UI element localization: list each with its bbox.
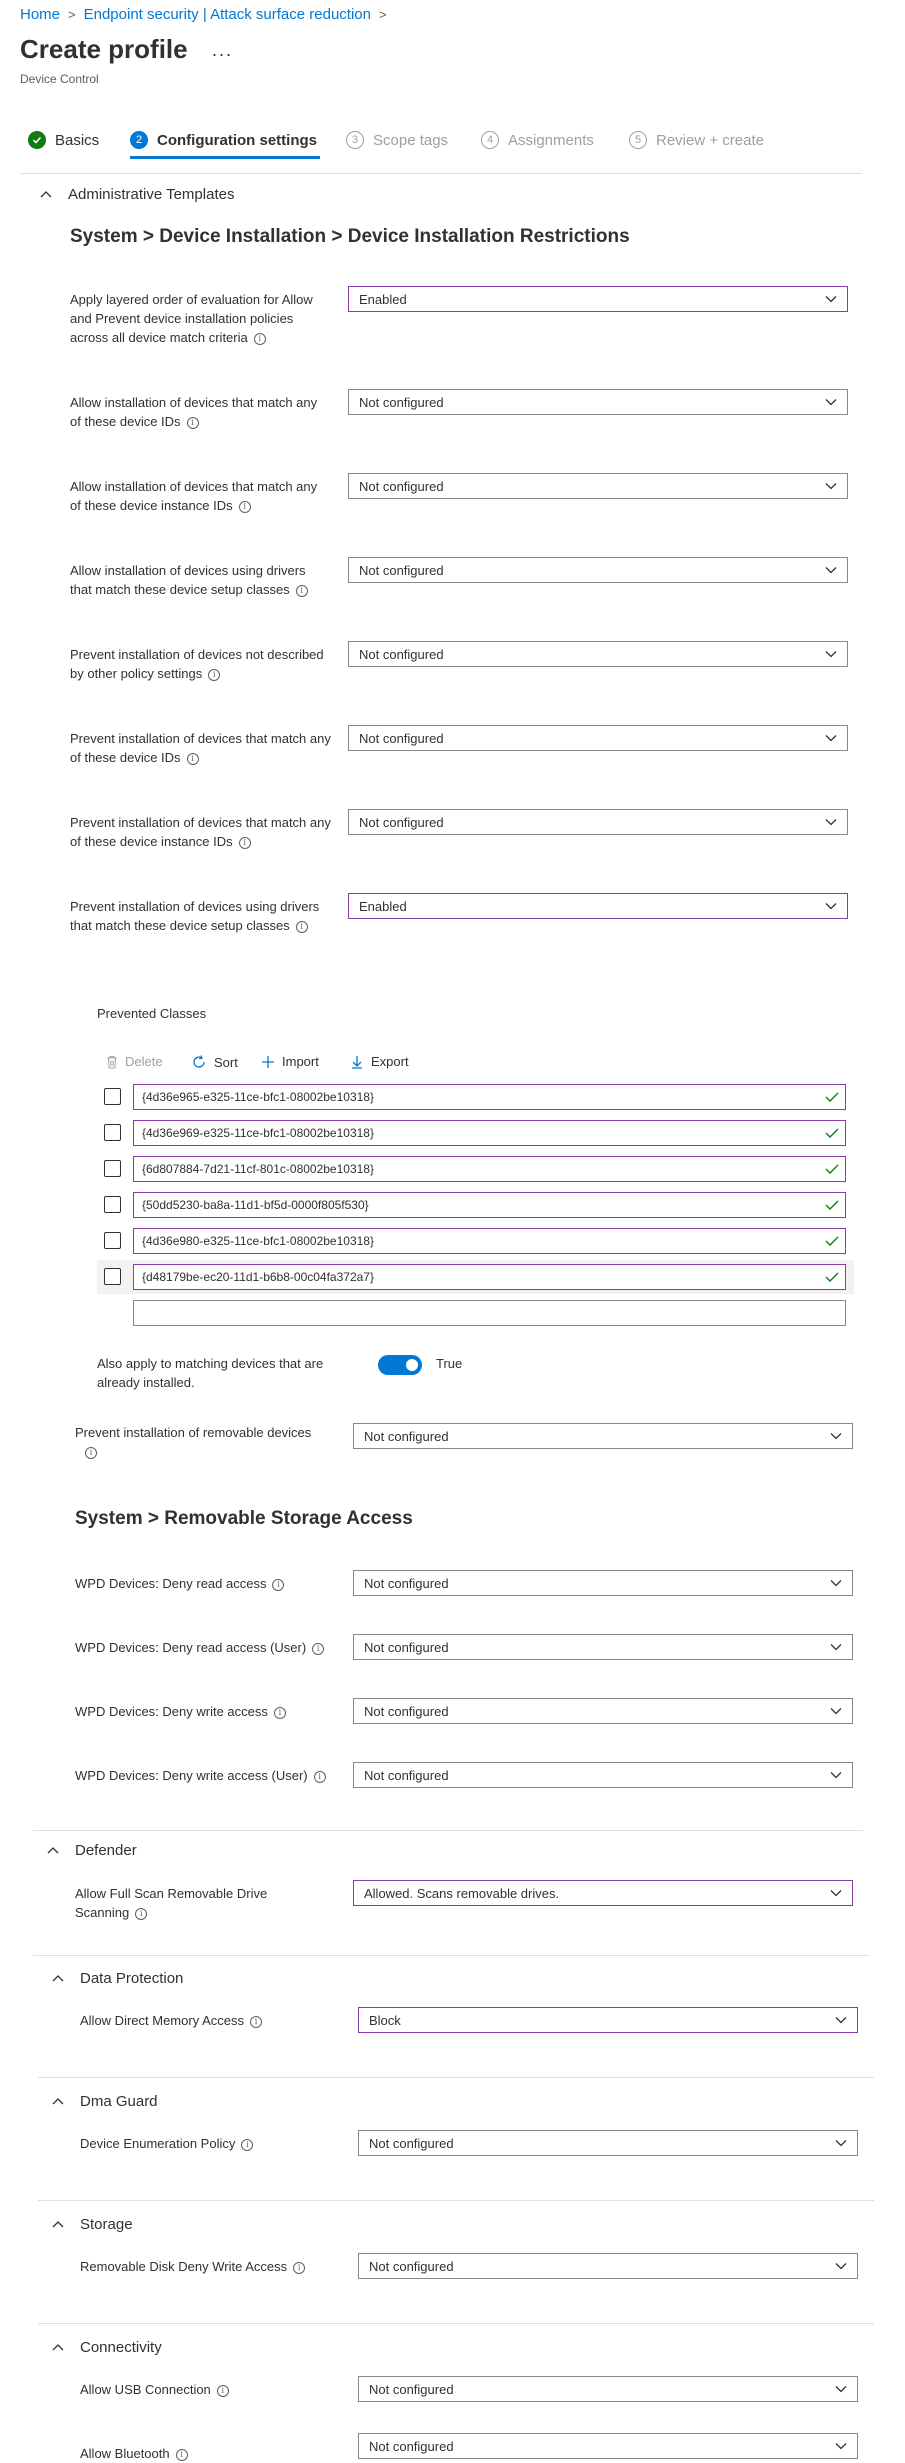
info-icon[interactable]: i [239,501,251,513]
setting-dropdown[interactable]: Not configured [358,2433,858,2459]
setting-label: Device Enumeration Policy i [80,2134,253,2153]
class-guid-input[interactable]: {4d36e969-e325-11ce-bfc1-08002be10318} [133,1120,846,1146]
row-checkbox[interactable] [104,1160,121,1177]
section-defender[interactable] [47,1842,137,1859]
info-icon[interactable]: i [254,333,266,345]
info-icon[interactable]: i [312,1643,324,1655]
section-title: Storage [80,2216,133,2233]
step-number: 2 [130,131,148,149]
class-guid-input[interactable]: {50dd5230-ba8a-11d1-bf5d-0000f805f530} [133,1192,846,1218]
setting-dropdown[interactable]: Not configured [358,2130,858,2156]
info-icon[interactable]: i [135,1908,147,1920]
section-administrative-templates[interactable] [40,186,234,203]
section-dma-guard[interactable] [52,2093,158,2110]
setting-label: Allow installation of devices using drivers that match these device setup classes i [70,561,330,599]
chevron-down-icon [825,902,837,910]
refresh-icon [191,1054,207,1070]
setting-dropdown[interactable]: Not configured [348,473,848,499]
check-icon [825,1164,839,1174]
section-title: Dma Guard [80,2093,158,2110]
chevron-up-icon [40,190,50,200]
setting-dropdown[interactable]: Not configured [353,1570,853,1596]
step-scope-tags[interactable] [346,131,448,149]
step-label: Basics [55,131,100,149]
info-icon[interactable]: i [274,1707,286,1719]
prevented-classes-title: Prevented Classes [97,1006,207,1021]
section-title: Connectivity [80,2339,162,2356]
info-icon[interactable]: i [187,753,199,765]
row-checkbox[interactable] [104,1196,121,1213]
step-number: 5 [629,131,647,149]
info-icon[interactable]: i [208,669,220,681]
step-label: Scope tags [373,131,449,149]
setting-dropdown[interactable]: Not configured [358,2376,858,2402]
setting-dropdown[interactable]: Not configured [353,1762,853,1788]
step-configuration-settings[interactable] [130,131,317,149]
class-guid-input[interactable]: {6d807884-7d21-11cf-801c-08002be10318} [133,1156,846,1182]
setting-label: WPD Devices: Deny write access (User) i [75,1766,326,1785]
list-item [97,1227,851,1255]
chevron-down-icon [835,2385,847,2393]
step-review-create[interactable] [629,131,764,149]
step-assignments[interactable] [481,131,594,149]
info-icon[interactable]: i [241,2139,253,2151]
list-item [97,1260,854,1294]
chevron-down-icon [835,2442,847,2450]
info-icon[interactable]: i [217,2385,229,2397]
setting-label: Allow Full Scan Removable Drive Scanning i [75,1886,268,1920]
breadcrumb-home[interactable]: Home [20,6,61,23]
divider [33,1830,863,1831]
chevron-down-icon [825,650,837,658]
setting-dropdown[interactable]: Not configured [348,557,848,583]
info-icon[interactable]: i [296,921,308,933]
also-apply-label: Also apply to matching devices that are already installed. [97,1356,324,1390]
chevron-up-icon [47,1846,57,1856]
setting-label: Allow Bluetooth i [80,2444,188,2463]
section-storage[interactable] [52,2216,133,2233]
trash-icon [106,1055,118,1069]
check-icon [825,1128,839,1138]
list-item [97,1083,851,1111]
chevron-down-icon [835,2262,847,2270]
row-checkbox[interactable] [104,1124,121,1141]
download-icon [350,1055,364,1069]
row-checkbox[interactable] [104,1268,121,1285]
chevron-down-icon [825,398,837,406]
install-restrictions-heading: System > Device Installation > Device Installation Restrictions [70,226,630,247]
list-item [97,1119,851,1147]
delete-button[interactable]: Delete [106,1054,163,1069]
chevron-down-icon [830,1579,842,1587]
new-class-input[interactable] [133,1300,846,1326]
setting-dropdown[interactable]: Allowed. Scans removable drives. [353,1880,853,1906]
section-connectivity[interactable] [52,2339,162,2356]
checkmark-icon [28,131,46,149]
info-icon[interactable]: i [272,1579,284,1591]
check-icon [825,1272,839,1282]
setting-dropdown[interactable]: Enabled [348,893,848,919]
setting-dropdown[interactable]: Not configured [348,725,848,751]
chevron-down-icon [830,1707,842,1715]
setting-label: WPD Devices: Deny read access i [75,1574,284,1593]
row-checkbox[interactable] [104,1088,121,1105]
info-icon[interactable]: i [187,417,199,429]
check-icon [825,1200,839,1210]
class-guid-input[interactable]: {4d36e965-e325-11ce-bfc1-08002be10318} [133,1084,846,1110]
setting-dropdown[interactable]: Not configured [348,641,848,667]
setting-label: Allow Direct Memory Access i [80,2011,262,2030]
chevron-down-icon [825,482,837,490]
plus-icon [261,1055,275,1069]
info-icon[interactable]: i [176,2449,188,2461]
divider [20,173,862,174]
setting-label: Apply layered order of evaluation for Allow and Prevent device installation policies across all device match criteria i [70,292,313,345]
toggle-value: True [436,1356,463,1371]
chevron-up-icon [52,1974,62,1984]
step-number: 3 [346,131,364,149]
page-title: Create profile [20,34,188,64]
row-checkbox[interactable] [104,1232,121,1249]
check-icon [825,1236,839,1246]
info-icon[interactable]: i [85,1447,97,1459]
step-basics[interactable] [28,131,99,149]
step-label: Assignments [508,131,594,149]
setting-dropdown[interactable]: Not configured [348,389,848,415]
class-guid-input[interactable]: {d48179be-ec20-11d1-b6b8-00c04fa372a7} [133,1264,846,1290]
setting-label: WPD Devices: Deny write access i [75,1702,286,1721]
chevron-right-icon: > [379,7,387,22]
chevron-down-icon [830,1643,842,1651]
chevron-down-icon [825,734,837,742]
info-icon[interactable]: i [296,585,308,597]
divider [38,2323,874,2324]
setting-dropdown[interactable]: Not configured [353,1423,853,1449]
info-icon[interactable]: i [250,2016,262,2028]
divider [38,2077,874,2078]
breadcrumb-endpoint-security[interactable]: Endpoint security | Attack surface reduction [83,6,371,23]
chevron-down-icon [825,295,837,303]
divider [33,1955,869,1956]
removable-storage-heading: System > Removable Storage Access [75,1508,413,1529]
setting-dropdown[interactable]: Not configured [358,2253,858,2279]
section-data-protection[interactable] [52,1970,183,1987]
setting-label: Allow USB Connection i [80,2380,229,2399]
setting-label: Allow installation of devices that match any of these device IDs i [70,395,318,429]
setting-label: Prevent installation of devices using drivers that match these device setup classes i [70,899,320,933]
export-button[interactable]: Export [350,1054,409,1069]
chevron-down-icon [830,1771,842,1779]
check-icon [825,1092,839,1102]
setting-label: WPD Devices: Deny read access (User) i [75,1638,324,1657]
setting-label: Prevent installation of devices that match any of these device IDs i [70,731,331,765]
breadcrumb [20,6,395,23]
section-title: Data Protection [80,1970,184,1987]
step-number: 4 [481,131,499,149]
chevron-down-icon [835,2016,847,2024]
setting-dropdown[interactable]: Enabled [348,286,848,312]
section-title: Administrative Templates [68,186,235,203]
more-options-icon[interactable]: ... [212,40,234,60]
setting-label: Prevent installation of devices that match any of these device instance IDs i [70,815,331,849]
divider [38,2200,874,2201]
page-subtitle: Device Control [20,72,99,86]
chevron-up-icon [52,2220,62,2230]
also-apply-toggle[interactable] [378,1355,422,1375]
active-step-indicator [130,156,320,159]
setting-dropdown[interactable]: Block [358,2007,858,2033]
setting-label: Removable Disk Deny Write Access i [80,2257,305,2276]
chevron-down-icon [830,1432,842,1440]
setting-label: Prevent installation of devices not described by other policy settings i [70,647,324,681]
import-button[interactable]: Import [261,1054,319,1069]
list-item [97,1155,851,1183]
chevron-down-icon [825,566,837,574]
chevron-down-icon [835,2139,847,2147]
chevron-up-icon [52,2343,62,2353]
chevron-down-icon [825,818,837,826]
step-label: Configuration settings [157,131,317,149]
chevron-up-icon [52,2097,62,2107]
setting-label: Prevent installation of removable devices i [75,1425,312,1457]
class-guid-input[interactable]: {4d36e980-e325-11ce-bfc1-08002be10318} [133,1228,846,1254]
sort-button[interactable]: Sort [191,1054,238,1070]
info-icon[interactable]: i [293,2262,305,2274]
step-label: Review + create [656,131,764,149]
setting-dropdown[interactable]: Not configured [353,1634,853,1660]
info-icon[interactable]: i [314,1771,326,1783]
setting-label: Allow installation of devices that match any of these device instance IDs i [70,479,318,513]
chevron-down-icon [830,1889,842,1897]
section-title: Defender [75,1842,137,1859]
toggle-knob [406,1359,418,1371]
list-item [97,1191,851,1219]
info-icon[interactable]: i [239,837,251,849]
setting-dropdown[interactable]: Not configured [348,809,848,835]
chevron-right-icon: > [68,7,76,22]
setting-dropdown[interactable]: Not configured [353,1698,853,1724]
